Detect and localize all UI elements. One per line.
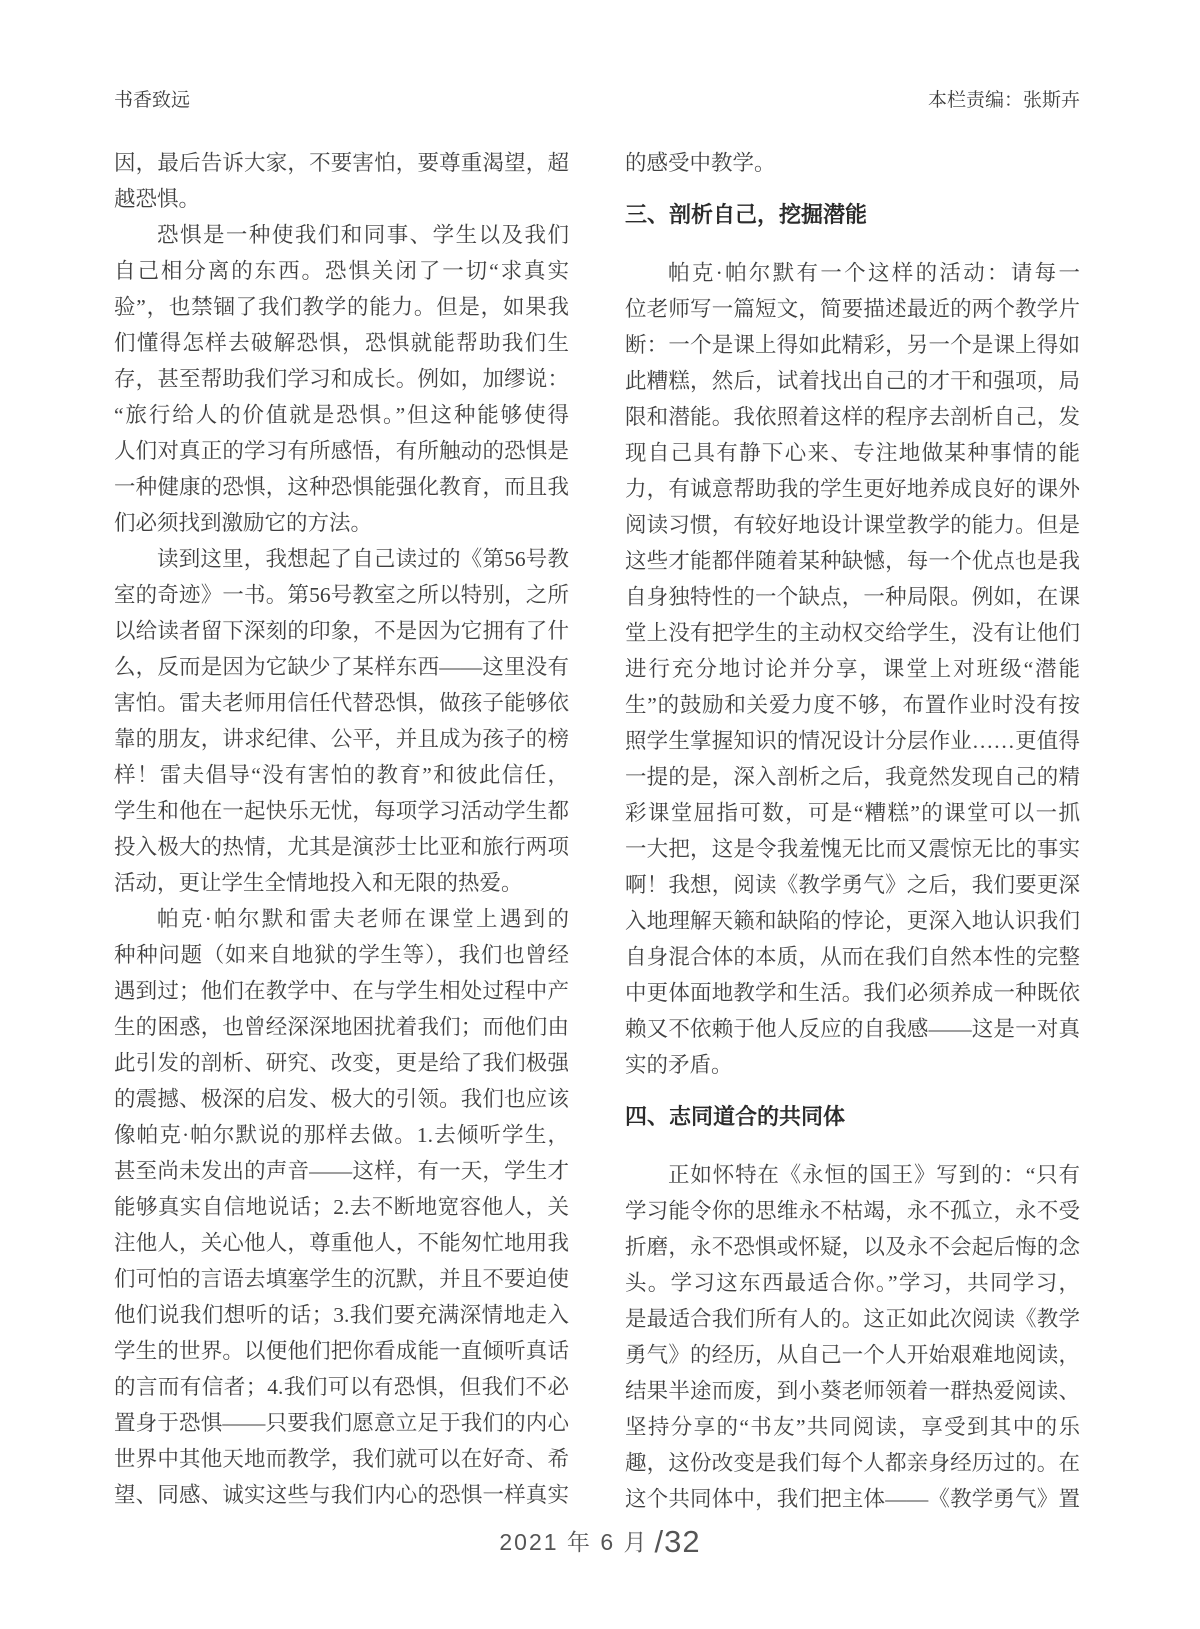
text-line: “旅行给人的价值就是恐惧。”但这种能够使得	[114, 403, 569, 427]
right-column	[625, 145, 1080, 1517]
text-line: 阅读习惯，有较好地设计课堂教学的能力。但是	[625, 513, 1080, 537]
text-line: 投入极大的热情，尤其是演莎士比亚和旅行两项	[114, 835, 569, 859]
text-line: 生的困惑，也曾经深深地困扰着我们；而他们由	[114, 1015, 569, 1039]
page-header	[114, 90, 1080, 112]
text-line: 进行充分地讨论并分享，课堂上对班级“潜能	[625, 657, 1080, 681]
text-line: 现自己具有静下心来、专注地做某种事情的能	[625, 441, 1080, 465]
text-line: 生”的鼓励和关爱力度不够，布置作业时没有按	[625, 693, 1080, 717]
editor-credit: 本栏责编：张斯卉	[927, 90, 1080, 111]
text-line: 能够真实自信地说话；2.去不断地宽容他人，关	[114, 1195, 569, 1219]
text-line: 注他人，关心他人，尊重他人，不能匆忙地用我	[114, 1231, 569, 1255]
text-line: 学习能令你的思维永不枯竭，永不孤立，永不受	[625, 1199, 1080, 1223]
text-line: 照学生掌握知识的情况设计分层作业……更值得	[625, 729, 1080, 753]
section-heading: 四、志同道合的共同体	[625, 1104, 846, 1129]
text-line: 限和潜能。我依照着这样的程序去剖析自己，发	[625, 405, 1080, 429]
text-line: 帕克·帕尔默和雷夫老师在课堂上遇到的	[157, 907, 569, 931]
text-line: 置身于恐惧——只要我们愿意立足于我们的内心	[114, 1411, 569, 1435]
text-line: 遇到过；他们在教学中、在与学生相处过程中产	[114, 979, 569, 1003]
text-line: 世界中其他天地而教学，我们就可以在好奇、希	[114, 1447, 569, 1471]
text-line: 此引发的剖析、研究、改变，更是给了我们极强	[114, 1051, 569, 1075]
text-line: 入地理解天籁和缺陷的悖论，更深入地认识我们	[625, 909, 1080, 933]
text-line: 堂上没有把学生的主动权交给学生，没有让他们	[625, 621, 1080, 645]
text-line: 勇气》的经历，从自己一个人开始艰难地阅读，	[625, 1343, 1080, 1367]
text-line: 头。学习这东西最适合你。”学习，共同学习，	[625, 1271, 1080, 1295]
text-line: 验”，也禁锢了我们教学的能力。但是，如果我	[114, 295, 569, 319]
text-line: 啊！我想，阅读《教学勇气》之后，我们要更深	[625, 873, 1080, 897]
left-column	[114, 145, 569, 1517]
text-line: 帕克·帕尔默有一个这样的活动：请每一	[668, 261, 1080, 285]
text-line: 的震撼、极深的启发、极大的引领。我们也应该	[114, 1087, 569, 1111]
text-line: 活动，更让学生全情地投入和无限的热爱。	[114, 871, 523, 895]
text-line: 一种健康的恐惧，这种恐惧能强化教育，而且我	[114, 475, 569, 499]
page-number: /32	[654, 1524, 701, 1559]
text-line: 此糟糕，然后，试着找出自己的才干和强项，局	[625, 369, 1080, 393]
text-line: 趣，这份改变是我们每个人都亲身经历过的。在	[625, 1451, 1080, 1475]
article-body	[114, 145, 1080, 1517]
text-line: 是最适合我们所有人的。这正如此次阅读《教学	[625, 1307, 1080, 1331]
text-line: 的感受中教学。	[625, 151, 776, 175]
text-line: 们可怕的言语去填塞学生的沉默，并且不要迫使	[114, 1267, 569, 1291]
text-line: 甚至尚未发出的声音——这样，有一天，学生才	[114, 1159, 569, 1183]
text-line: 他们说我们想听的话；3.我们要充满深情地走入	[114, 1303, 569, 1327]
text-line: 这些才能都伴随着某种缺憾，每一个优点也是我	[625, 549, 1080, 573]
text-line: 坚持分享的“书友”共同阅读，享受到其中的乐	[625, 1415, 1080, 1439]
text-line: 一大把，这是令我羞愧无比而又震惊无比的事实	[625, 837, 1080, 861]
text-line: 的言而有信者；4.我们可以有恐惧，但我们不必	[114, 1375, 569, 1399]
text-line: 学生的世界。以便他们把你看成能一直倾听真话	[114, 1339, 569, 1363]
text-line: 像帕克·帕尔默说的那样去做。1.去倾听学生，	[114, 1123, 569, 1147]
text-line: 们必须找到激励它的方法。	[114, 511, 373, 535]
text-line: 存，甚至帮助我们学习和成长。例如，加缪说：	[114, 367, 569, 391]
text-line: 因，最后告诉大家，不要害怕，要尊重渴望，超	[114, 151, 569, 175]
text-line: 样！雷夫倡导“没有害怕的教育”和彼此信任，	[114, 763, 569, 787]
text-line: 学生和他在一起快乐无忧，每项学习活动学生都	[114, 799, 569, 823]
text-line: 越恐惧。	[114, 187, 201, 211]
issue-date: 2021 年 6 月	[499, 1529, 649, 1555]
text-line: 结果半途而废，到小葵老师领着一群热爱阅读、	[625, 1379, 1080, 1403]
text-line: 折磨，永不恐惧或怀疑，以及永不会起后悔的念	[625, 1235, 1080, 1259]
text-line: 这个共同体中，我们把主体——《教学勇气》置	[625, 1487, 1080, 1511]
text-line: 位老师写一篇短文，简要描述最近的两个教学片	[625, 297, 1080, 321]
column-title: 书香致远	[114, 90, 191, 111]
text-line: 室的奇迹》一书。第56号教室之所以特别，之所	[114, 583, 569, 607]
page-footer	[0, 1524, 1200, 1560]
text-line: 自身混合体的本质，从而在我们自然本性的完整	[625, 945, 1080, 969]
text-line: 种种问题（如来自地狱的学生等），我们也曾经	[114, 943, 569, 967]
text-line: 望、同感、诚实这些与我们内心的恐惧一样真实	[114, 1483, 569, 1507]
text-line: 们懂得怎样去破解恐惧，恐惧就能帮助我们生	[114, 331, 569, 355]
text-line: 赖又不依赖于他人反应的自我感——这是一对真	[625, 1017, 1080, 1041]
text-line: 自身独特性的一个缺点，一种局限。例如，在课	[625, 585, 1080, 609]
text-line: 以给读者留下深刻的印象，不是因为它拥有了什	[114, 619, 569, 643]
text-line: 断：一个是课上得如此精彩，另一个是课上得如	[625, 333, 1080, 357]
text-line: 中更体面地教学和生活。我们必须养成一种既依	[625, 981, 1080, 1005]
text-line: 力，有诚意帮助我的学生更好地养成良好的课外	[625, 477, 1080, 501]
text-line: 靠的朋友，讲求纪律、公平，并且成为孩子的榜	[114, 727, 569, 751]
text-line: 实的矛盾。	[625, 1053, 733, 1077]
text-line: 自己相分离的东西。恐惧关闭了一切“求真实	[114, 259, 569, 283]
text-line: 害怕。雷夫老师用信任代替恐惧，做孩子能够依	[114, 691, 569, 715]
text-line: 读到这里，我想起了自己读过的《第56号教	[157, 547, 569, 571]
text-line: 么，反而是因为它缺少了某样东西——这里没有	[114, 655, 569, 679]
text-line: 人们对真正的学习有所感悟，有所触动的恐惧是	[114, 439, 569, 463]
text-line: 一提的是，深入剖析之后，我竟然发现自己的精	[625, 765, 1080, 789]
text-line: 彩课堂屈指可数，可是“糟糕”的课堂可以一抓	[625, 801, 1080, 825]
text-line: 恐惧是一种使我们和同事、学生以及我们	[157, 223, 569, 247]
section-heading: 三、剖析自己，挖掘潜能	[625, 202, 868, 227]
text-line: 正如怀特在《永恒的国王》写到的：“只有	[668, 1163, 1080, 1187]
